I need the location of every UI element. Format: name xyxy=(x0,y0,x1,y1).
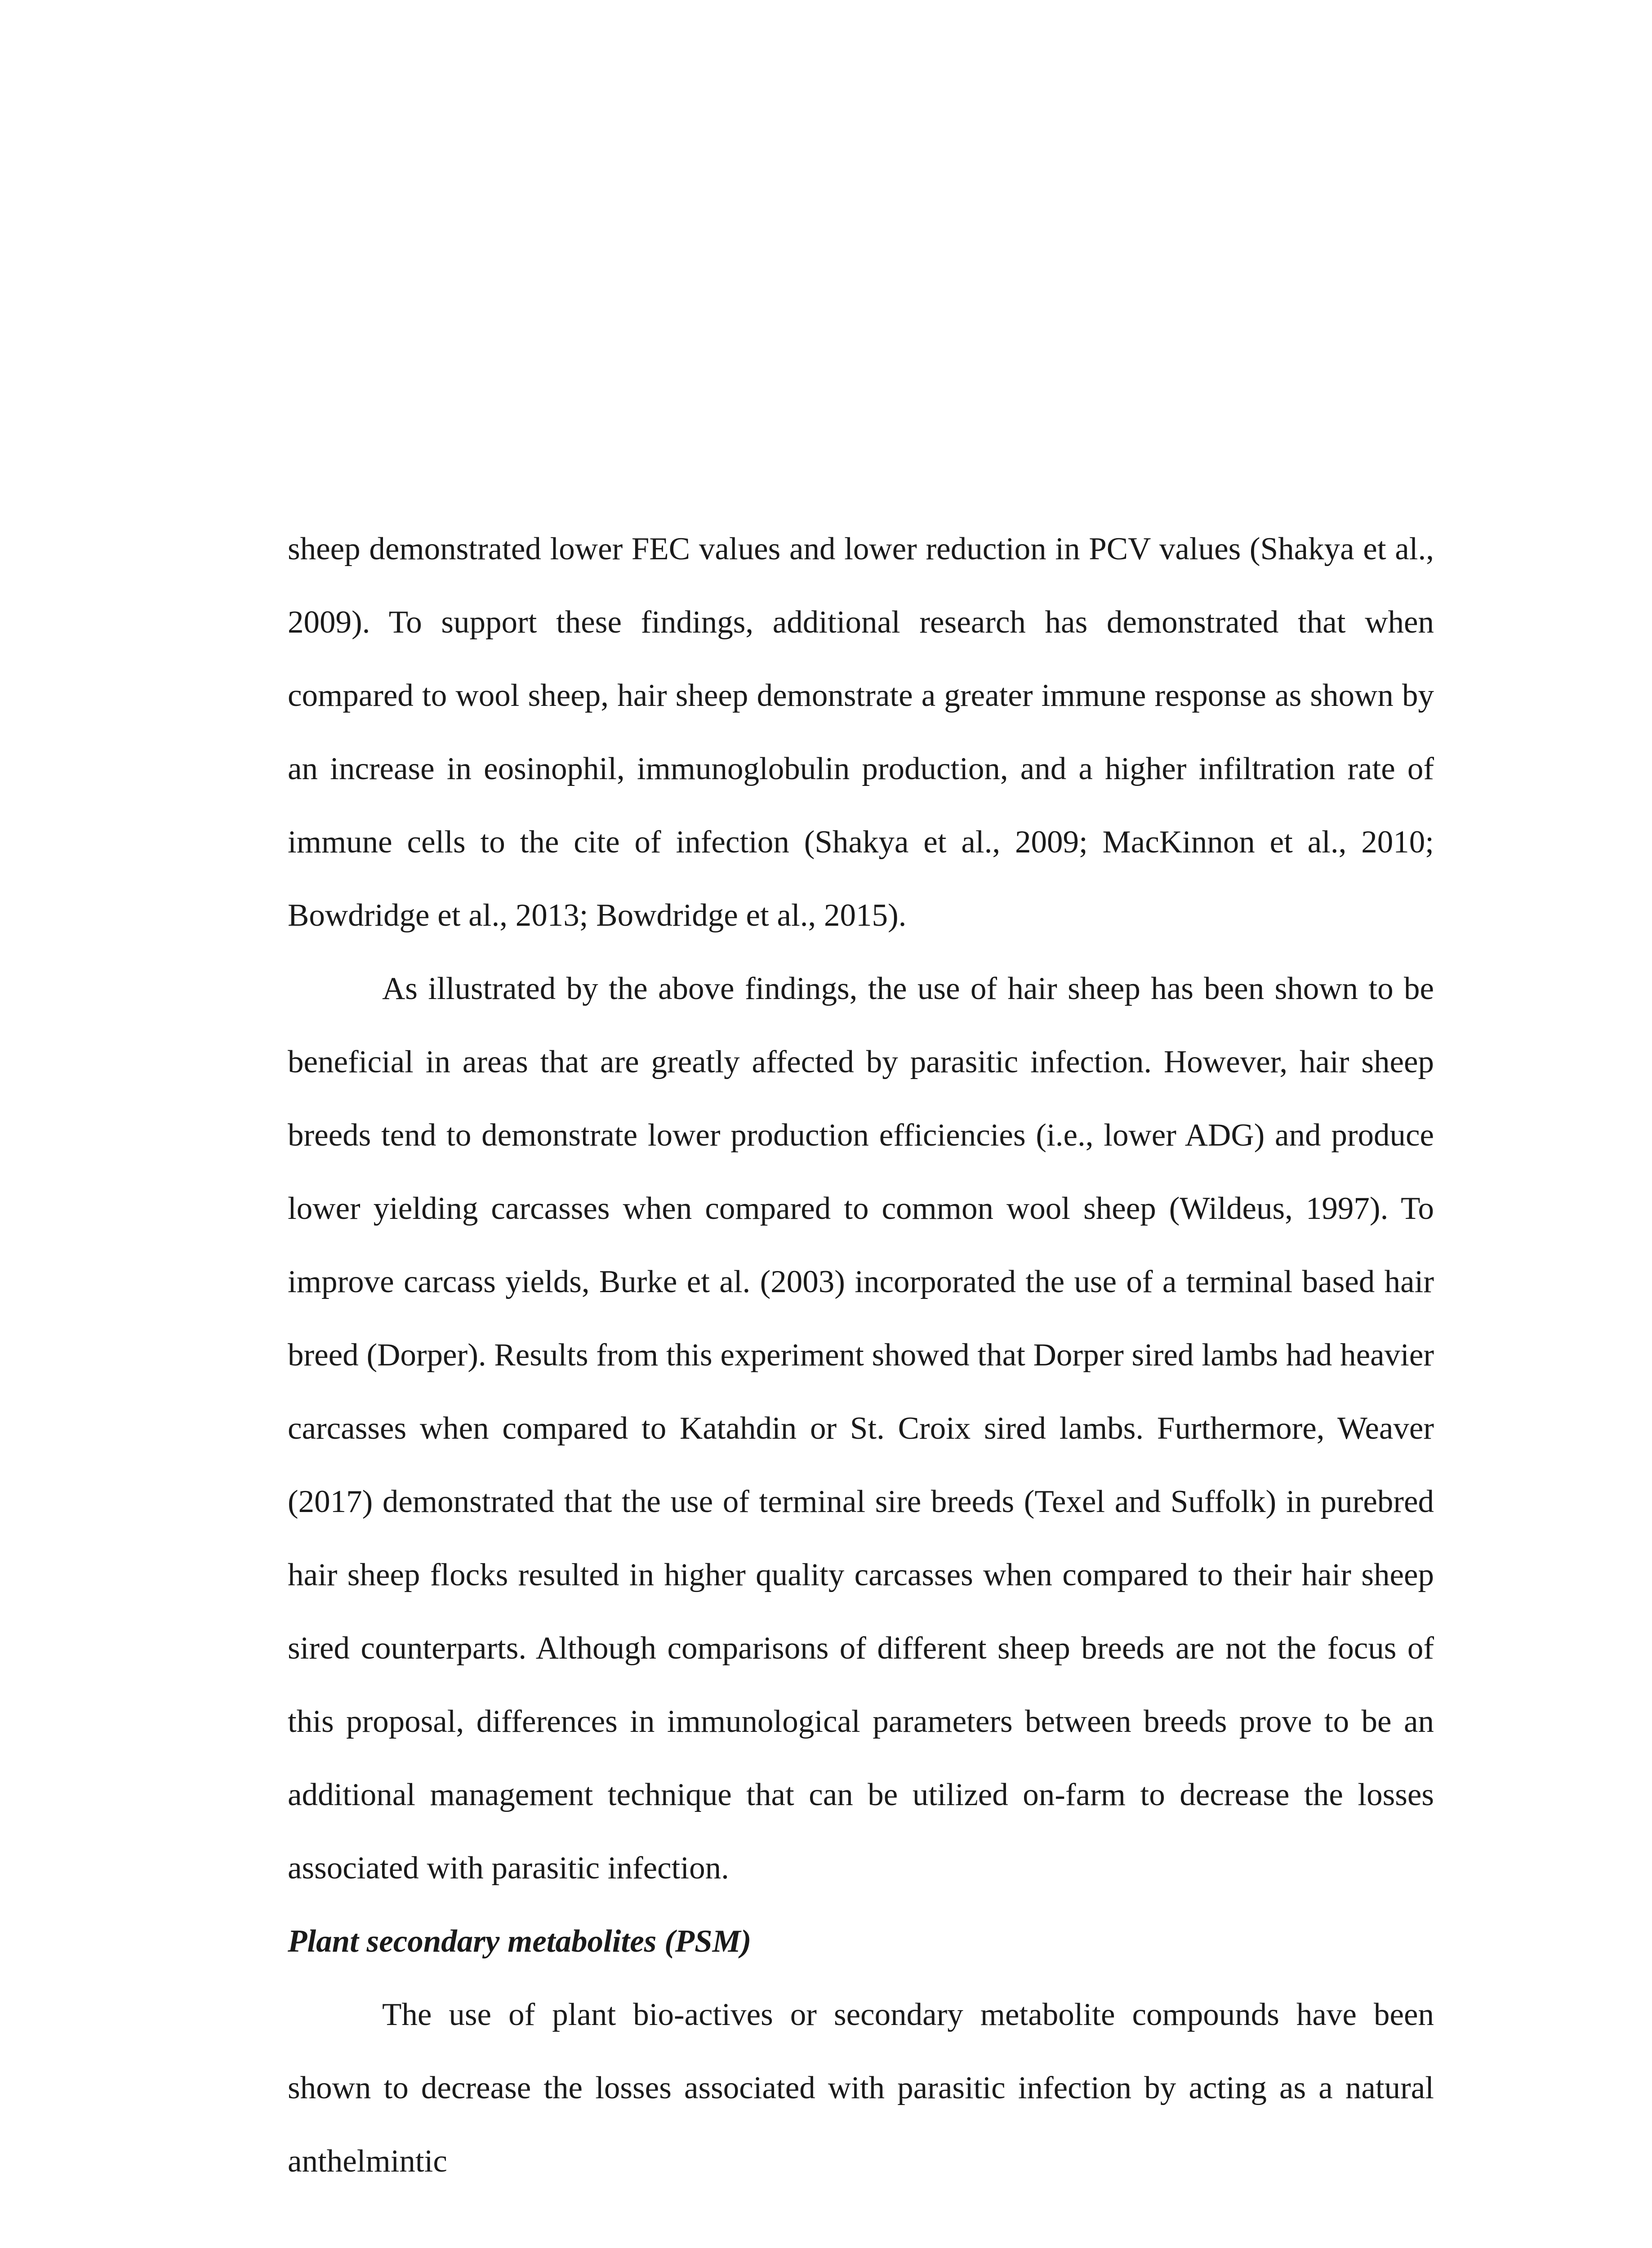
section-heading: Plant secondary metabolites (PSM) xyxy=(288,1924,752,1959)
body-text xyxy=(288,513,1434,2198)
paragraph-2: As illustrated by the above findings, the use of hair sheep has been shown to be beneficial in areas that are greatly affected by parasitic infection. However, hair sheep breeds tend to demonstrate lower production efficiencies (i.e., lower ADG) and produce lower yielding carcasses when compared to common wool sheep (Wildeus, 1997). To improve carcass yields, Burke et al. (2003) incorporated the use of a terminal based hair breed (Dorper). Results from this experiment showed that Dorper sired lambs had heavier carcasses when compared to Katahdin or St. Croix sired lambs. Furthermore, Weaver (2017) demonstrated that the use of terminal sire breeds (Texel and Suffolk) in purebred hair sheep flocks resulted in higher quality carcasses when compared to their hair sheep sired counterparts. Although comparisons of different sheep breeds are not the focus of this proposal, differences in immunological parameters between breeds prove to be an additional management technique that can be utilized on-farm to decrease the losses associated with parasitic infection. xyxy=(288,971,1434,1886)
paragraph-1: sheep demonstrated lower FEC values and lower reduction in PCV values (Shakya et al., 2009). To support these findings, additional research has demonstrated that when compared to wool sheep, hair sheep demonstrate a greater immune response as shown by an increase in eosinophil, immunoglobulin production, and a higher infiltration rate of immune cells to the cite of infection (Shakya et al., 2009; MacKinnon et al., 2010; Bowdridge et al., 2013; Bowdridge et al., 2015). xyxy=(288,531,1434,933)
paragraph-3: The use of plant bio-actives or secondary metabolite compounds have been shown to decrease the losses associated with parasitic infection by acting as a natural anthelmintic xyxy=(288,1997,1434,2179)
